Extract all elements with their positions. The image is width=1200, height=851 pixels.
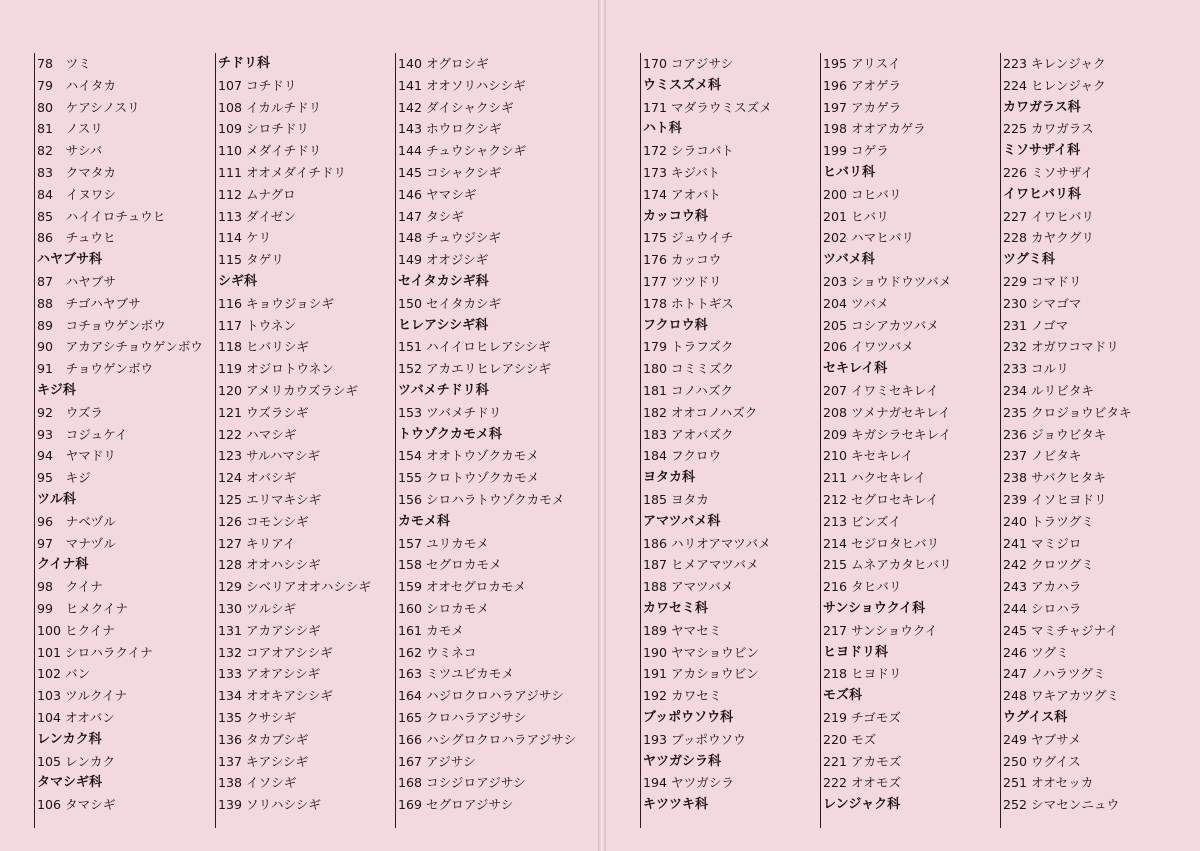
species-entry: 107 コチドリ	[218, 77, 297, 93]
species-entry: 92 ウズラ	[37, 404, 104, 420]
family-heading: ヤツガシラ科	[643, 753, 722, 769]
species-entry: 232 オガワコマドリ	[1003, 339, 1119, 355]
species-entry: 163 ミツユビカモメ	[398, 666, 514, 682]
species-entry: 106 タマシギ	[37, 797, 116, 813]
species-entry: 197 アカゲラ	[823, 99, 902, 115]
species-entry: 149 オオジシギ	[398, 252, 489, 268]
species-entry: 240 トラツグミ	[1003, 513, 1094, 529]
species-entry: 218 ヒヨドリ	[823, 666, 902, 682]
species-entry: 209 キガシラセキレイ	[823, 426, 952, 442]
species-entry: 95 キジ	[37, 470, 91, 486]
species-entry: 243 アカハラ	[1003, 579, 1082, 595]
species-entry: 114 ケリ	[218, 230, 272, 246]
species-entry: 94 ヤマドリ	[37, 448, 116, 464]
species-entry: 147 タシギ	[398, 208, 464, 224]
species-entry: 154 オオトウゾクカモメ	[398, 448, 539, 464]
family-heading: ハト科	[643, 121, 682, 137]
species-entry: 180 コミミズク	[643, 361, 735, 377]
species-entry: 87 ハヤブサ	[37, 274, 116, 289]
species-entry: 158 セグロカモメ	[398, 557, 502, 573]
species-entry: 132 コアオアシシギ	[218, 644, 333, 660]
species-entry: 130 ツルシギ	[218, 601, 297, 616]
species-entry: 244 シロハラ	[1003, 601, 1082, 616]
species-entry: 166 ハシグロクロハラアジサシ	[398, 731, 577, 747]
family-heading: シギ科	[218, 274, 258, 289]
species-entry: 199 コゲラ	[823, 143, 889, 159]
species-entry: 122 ハマシギ	[218, 426, 297, 442]
species-entry: 118 ヒバリシギ	[218, 339, 310, 355]
species-entry: 153 ツバメチドリ	[398, 404, 502, 420]
family-heading: ヒレアシシギ科	[398, 317, 489, 333]
species-entry: 100 ヒクイナ	[37, 622, 115, 638]
family-heading: ハヤブサ科	[37, 252, 103, 268]
family-heading: レンジャク科	[823, 797, 901, 813]
species-entry: 179 トラフズク	[643, 339, 734, 355]
family-heading: アマツバメ科	[643, 513, 721, 529]
species-entry: 201 ヒバリ	[823, 208, 889, 224]
species-entry: 124 オバシギ	[218, 470, 297, 486]
species-entry: 169 セグロアジサシ	[398, 797, 514, 813]
species-entry: 156 シロハラトウゾクカモメ	[398, 492, 565, 507]
family-heading: ヒヨドリ科	[823, 644, 889, 660]
species-entry: 204 ツバメ	[823, 295, 889, 311]
species-entry: 184 フクロウ	[643, 448, 722, 464]
species-entry: 245 マミチャジナイ	[1003, 622, 1118, 638]
family-heading: キジ科	[37, 383, 76, 398]
species-entry: 109 シロチドリ	[218, 121, 310, 137]
species-entry: 91 チョウゲンボウ	[37, 361, 154, 377]
species-entry: 88 チゴハヤブサ	[37, 295, 141, 311]
species-entry: 136 タカブシギ	[218, 731, 309, 747]
species-entry: 104 オオバン	[37, 710, 115, 725]
species-entry: 108 イカルチドリ	[218, 99, 322, 115]
species-entry: 160 シロカモメ	[398, 601, 490, 616]
species-entry: 228 カヤクグリ	[1003, 230, 1095, 246]
species-entry: 113 ダイゼン	[218, 208, 296, 224]
species-entry: 165 クロハラアジサシ	[398, 710, 527, 725]
species-entry: 111 オオメダイチドリ	[218, 165, 347, 180]
species-entry: 189 ヤマセミ	[643, 622, 722, 638]
family-heading: セイタカシギ科	[398, 274, 489, 289]
species-entry: 248 ワキアカツグミ	[1003, 688, 1119, 704]
species-entry: 208 ツメナガセキレイ	[823, 404, 951, 420]
species-entry: 175 ジュウイチ	[643, 230, 734, 246]
species-entry: 188 アマツバメ	[643, 579, 734, 595]
species-entry: 250 ウグイス	[1003, 753, 1081, 769]
species-entry: 141 オオソリハシシギ	[398, 77, 526, 93]
species-entry: 212 セグロセキレイ	[823, 492, 939, 507]
family-heading: サンショウクイ科	[823, 601, 926, 616]
species-column-2	[215, 53, 392, 828]
species-entry: 142 ダイシャクシギ	[398, 99, 514, 115]
species-entry: 217 サンショウクイ	[823, 622, 938, 638]
species-entry: 137 キアシシギ	[218, 753, 309, 769]
species-entry: 159 オオセグロカモメ	[398, 579, 527, 595]
species-entry: 131 アカアシシギ	[218, 622, 321, 638]
species-entry: 117 トウネン	[218, 317, 297, 333]
species-entry: 101 シロハラクイナ	[37, 644, 153, 660]
species-entry: 200 コヒバリ	[823, 186, 902, 202]
species-entry: 81 ノスリ	[37, 121, 103, 137]
species-entry: 229 コマドリ	[1003, 274, 1082, 289]
species-entry: 251 オオセッカ	[1003, 775, 1094, 791]
species-entry: 238 サバクヒタキ	[1003, 470, 1106, 486]
species-entry: 220 モズ	[823, 731, 877, 747]
species-entry: 214 セジロタヒバリ	[823, 535, 940, 551]
species-entry: 168 コシジロアジサシ	[398, 775, 526, 791]
species-entry: 129 シベリアオオハシシギ	[218, 579, 371, 595]
species-entry: 105 レンカク	[37, 753, 116, 769]
family-heading: イワヒバリ科	[1003, 186, 1082, 202]
family-heading: ヨタカ科	[643, 470, 696, 486]
family-heading: セキレイ科	[823, 361, 888, 377]
species-entry: 161 カモメ	[398, 622, 464, 638]
species-entry: 79 ハイタカ	[37, 77, 116, 93]
species-entry: 125 エリマキシギ	[218, 492, 322, 507]
species-entry: 123 サルハマシギ	[218, 448, 321, 464]
species-entry: 173 キジバト	[643, 165, 721, 180]
species-entry: 97 マナヅル	[37, 535, 116, 551]
species-entry: 89 コチョウゲンボウ	[37, 317, 166, 333]
family-heading: クイナ科	[37, 557, 89, 573]
species-entry: 236 ジョウビタキ	[1003, 426, 1107, 442]
species-entry: 90 アカアシチョウゲンボウ	[37, 339, 203, 355]
species-entry: 247 ノハラツグミ	[1003, 666, 1106, 682]
family-heading: タマシギ科	[37, 775, 103, 791]
family-heading: カモメ科	[398, 513, 451, 529]
species-entry: 246 ツグミ	[1003, 644, 1069, 660]
family-heading: チドリ科	[218, 56, 271, 71]
species-entry: 140 オグロシギ	[398, 56, 489, 71]
species-entry: 182 オオコノハズク	[643, 404, 758, 420]
species-entry: 239 イソヒヨドリ	[1003, 492, 1107, 507]
species-entry: 119 オジロトウネン	[218, 361, 334, 377]
family-heading: ミソサザイ科	[1003, 143, 1081, 159]
species-entry: 230 シマゴマ	[1003, 295, 1082, 311]
species-entry: 206 イワツバメ	[823, 339, 914, 355]
family-heading: カワセミ科	[643, 601, 709, 616]
species-entry: 120 アメリカウズラシギ	[218, 383, 359, 398]
species-entry: 190 ヤマショウビン	[643, 644, 759, 660]
species-entry: 196 アオゲラ	[823, 77, 902, 93]
species-entry: 241 マミジロ	[1003, 535, 1082, 551]
species-entry: 115 タゲリ	[218, 252, 284, 268]
species-entry: 195 アリスイ	[823, 56, 901, 71]
species-entry: 150 セイタカシギ	[398, 295, 502, 311]
species-column-1	[34, 53, 211, 828]
species-entry: 127 キリアイ	[218, 535, 296, 551]
family-heading: ツル科	[37, 492, 77, 507]
species-entry: 205 コシアカツバメ	[823, 317, 939, 333]
species-entry: 194 ヤツガシラ	[643, 775, 735, 791]
species-entry: 222 オオモズ	[823, 775, 902, 791]
species-entry: 213 ビンズイ	[823, 513, 901, 529]
species-entry: 249 ヤブサメ	[1003, 731, 1081, 747]
family-heading: ブッポウソウ科	[643, 710, 734, 725]
species-column-4	[640, 53, 817, 828]
species-entry: 178 ホトトギス	[643, 295, 734, 311]
species-entry: 174 アオバト	[643, 186, 721, 202]
species-entry: 121 ウズラシギ	[218, 404, 309, 420]
species-entry: 155 クロトウゾクカモメ	[398, 470, 540, 486]
species-entry: 80 ケアシノスリ	[37, 99, 140, 115]
species-entry: 126 コモンシギ	[218, 513, 309, 529]
family-heading: キツツキ科	[643, 797, 709, 813]
species-entry: 172 シラコバト	[643, 143, 734, 159]
species-entry: 242 クロツグミ	[1003, 557, 1094, 573]
species-entry: 224 ヒレンジャク	[1003, 77, 1106, 93]
species-entry: 144 チュウシャクシギ	[398, 143, 527, 159]
species-entry: 234 ルリビタキ	[1003, 383, 1095, 398]
family-heading: カッコウ科	[643, 208, 708, 224]
species-entry: 148 チュウジシギ	[398, 230, 501, 246]
species-entry: 225 カワガラス	[1003, 121, 1094, 137]
species-entry: 216 タヒバリ	[823, 579, 902, 595]
species-entry: 171 マダラウミスズメ	[643, 99, 772, 115]
species-entry: 235 クロジョウビタキ	[1003, 404, 1132, 420]
species-entry: 233 コルリ	[1003, 361, 1069, 377]
species-entry: 112 ムナグロ	[218, 186, 296, 202]
species-entry: 185 ヨタカ	[643, 492, 709, 507]
species-entry: 138 イソシギ	[218, 775, 297, 791]
species-entry: 102 バン	[37, 666, 91, 682]
species-entry: 191 アカショウビン	[643, 666, 759, 682]
species-column-6	[1000, 53, 1177, 828]
species-entry: 193 ブッポウソウ	[643, 731, 746, 747]
species-entry: 78 ツミ	[37, 56, 91, 71]
species-entry: 110 メダイチドリ	[218, 143, 322, 159]
species-entry: 143 ホウロクシギ	[398, 121, 502, 137]
species-entry: 187 ヒメアマツバメ	[643, 557, 759, 573]
family-heading: トウゾクカモメ科	[398, 426, 502, 442]
species-entry: 99 ヒメクイナ	[37, 601, 128, 616]
species-entry: 177 ツツドリ	[643, 274, 722, 289]
species-entry: 227 イワヒバリ	[1003, 208, 1095, 224]
species-entry: 219 チゴモズ	[823, 710, 901, 725]
species-entry: 133 アオアシシギ	[218, 666, 321, 682]
species-entry: 146 ヤマシギ	[398, 186, 477, 202]
family-heading: モズ科	[823, 688, 863, 704]
species-entry: 164 ハジロクロハラアジサシ	[398, 688, 564, 704]
species-entry: 231 ノゴマ	[1003, 317, 1069, 333]
species-entry: 128 オオハシシギ	[218, 557, 321, 573]
species-entry: 84 イヌワシ	[37, 186, 116, 202]
species-entry: 98 クイナ	[37, 579, 103, 595]
family-heading: ウミスズメ科	[643, 77, 722, 93]
family-heading: ツバメチドリ科	[398, 383, 489, 398]
species-entry: 186 ハリオアマツバメ	[643, 535, 771, 551]
species-entry: 210 キセキレイ	[823, 448, 914, 464]
species-entry: 93 コジュケイ	[37, 426, 128, 442]
species-entry: 237 ノビタキ	[1003, 448, 1082, 464]
family-heading: ヒバリ科	[823, 165, 876, 180]
species-entry: 202 ハマヒバリ	[823, 230, 915, 246]
species-entry: 226 ミソサザイ	[1003, 165, 1094, 180]
species-entry: 183 アオバズク	[643, 426, 734, 442]
species-entry: 221 アカモズ	[823, 753, 902, 769]
species-entry: 176 カッコウ	[643, 252, 722, 268]
species-entry: 96 ナベヅル	[37, 513, 116, 529]
species-entry: 157 ユリカモメ	[398, 535, 489, 551]
species-column-3	[395, 53, 592, 828]
species-entry: 139 ソリハシシギ	[218, 797, 321, 813]
species-entry: 135 クサシギ	[218, 710, 297, 725]
species-entry: 145 コシャクシギ	[398, 165, 502, 180]
species-entry: 134 オオキアシシギ	[218, 688, 334, 704]
species-entry: 83 クマタカ	[37, 165, 116, 180]
species-entry: 203 ショウドウツバメ	[823, 274, 952, 289]
species-entry: 252 シマセンニュウ	[1003, 797, 1120, 813]
species-entry: 162 ウミネコ	[398, 644, 477, 660]
species-entry: 207 イワミセキレイ	[823, 383, 939, 398]
species-entry: 151 ハイイロヒレアシシギ	[398, 339, 551, 355]
species-entry: 192 カワセミ	[643, 688, 722, 704]
family-heading: ツグミ科	[1003, 252, 1055, 268]
book-gutter	[598, 0, 606, 851]
species-entry: 82 サシバ	[37, 143, 103, 159]
family-heading: カワガラス科	[1003, 99, 1081, 115]
species-column-5	[820, 53, 997, 828]
species-entry: 103 ツルクイナ	[37, 688, 128, 704]
species-entry: 167 アジサシ	[398, 753, 476, 769]
species-entry: 223 キレンジャク	[1003, 56, 1106, 71]
family-heading: レンカク科	[37, 731, 102, 747]
species-entry: 116 キョウジョシギ	[218, 295, 334, 311]
species-entry: 181 コノハズク	[643, 383, 734, 398]
species-entry: 85 ハイイロチュウヒ	[37, 208, 166, 224]
species-entry: 198 オオアカゲラ	[823, 121, 926, 137]
species-entry: 152 アカエリヒレアシシギ	[398, 361, 552, 377]
species-entry: 86 チュウヒ	[37, 230, 116, 246]
species-entry: 211 ハクセキレイ	[823, 470, 926, 486]
species-entry: 170 コアジサシ	[643, 56, 734, 71]
species-entry: 215 ムネアカタヒバリ	[823, 557, 952, 573]
family-heading: フクロウ科	[643, 317, 708, 333]
family-heading: ツバメ科	[823, 252, 875, 268]
family-heading: ウグイス科	[1003, 710, 1068, 725]
